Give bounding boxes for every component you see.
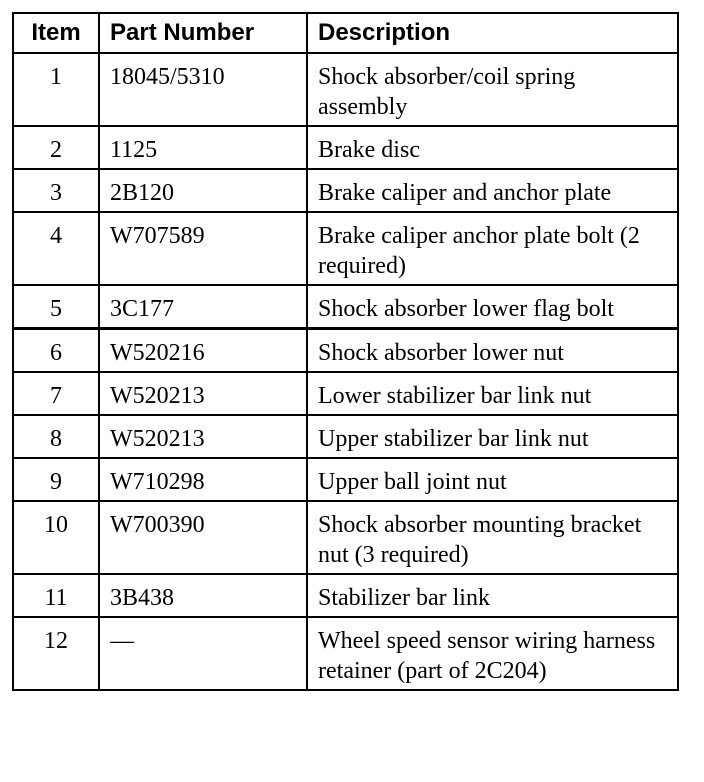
table-row [13, 372, 678, 415]
table-row [13, 169, 678, 212]
part-description: Brake disc [307, 126, 678, 169]
table-row [13, 285, 678, 329]
table-row [13, 329, 678, 373]
part-number: 2B120 [99, 169, 307, 212]
item-number: 2 [13, 126, 99, 169]
part-description: Lower stabilizer bar link nut [307, 372, 678, 415]
part-number: — [99, 617, 307, 690]
table-row [13, 501, 678, 574]
table-row [13, 415, 678, 458]
item-number: 5 [13, 285, 99, 329]
part-number: W520216 [99, 329, 307, 373]
item-number: 12 [13, 617, 99, 690]
item-number: 8 [13, 415, 99, 458]
part-description: Upper stabilizer bar link nut [307, 415, 678, 458]
part-description: Wheel speed sensor wiring harness retainer (part of 2C204) [307, 617, 678, 690]
item-number: 11 [13, 574, 99, 617]
part-number: W710298 [99, 458, 307, 501]
item-number: 6 [13, 329, 99, 373]
item-number: 4 [13, 212, 99, 285]
table-row [13, 458, 678, 501]
item-number: 7 [13, 372, 99, 415]
part-description: Stabilizer bar link [307, 574, 678, 617]
header-part-number: Part Number [99, 13, 307, 53]
part-description: Shock absorber lower nut [307, 329, 678, 373]
table-row [13, 53, 678, 126]
part-number: W520213 [99, 372, 307, 415]
item-number: 1 [13, 53, 99, 126]
header-item: Item [13, 13, 99, 53]
part-description: Shock absorber mounting bracket nut (3 required) [307, 501, 678, 574]
part-description: Shock absorber/coil spring assembly [307, 53, 678, 126]
part-description: Shock absorber lower flag bolt [307, 285, 678, 329]
table-header-row [13, 13, 678, 53]
table-row [13, 212, 678, 285]
part-number: W707589 [99, 212, 307, 285]
part-number: 3C177 [99, 285, 307, 329]
header-description: Description [307, 13, 678, 53]
item-number: 9 [13, 458, 99, 501]
parts-table [12, 12, 679, 691]
part-number: 3B438 [99, 574, 307, 617]
part-description: Upper ball joint nut [307, 458, 678, 501]
part-number: 18045/5310 [99, 53, 307, 126]
part-description: Brake caliper anchor plate bolt (2 required) [307, 212, 678, 285]
part-description: Brake caliper and anchor plate [307, 169, 678, 212]
part-number: 1125 [99, 126, 307, 169]
part-number: W700390 [99, 501, 307, 574]
part-number: W520213 [99, 415, 307, 458]
item-number: 3 [13, 169, 99, 212]
table-row [13, 574, 678, 617]
table-row [13, 126, 678, 169]
item-number: 10 [13, 501, 99, 574]
table-row [13, 617, 678, 690]
